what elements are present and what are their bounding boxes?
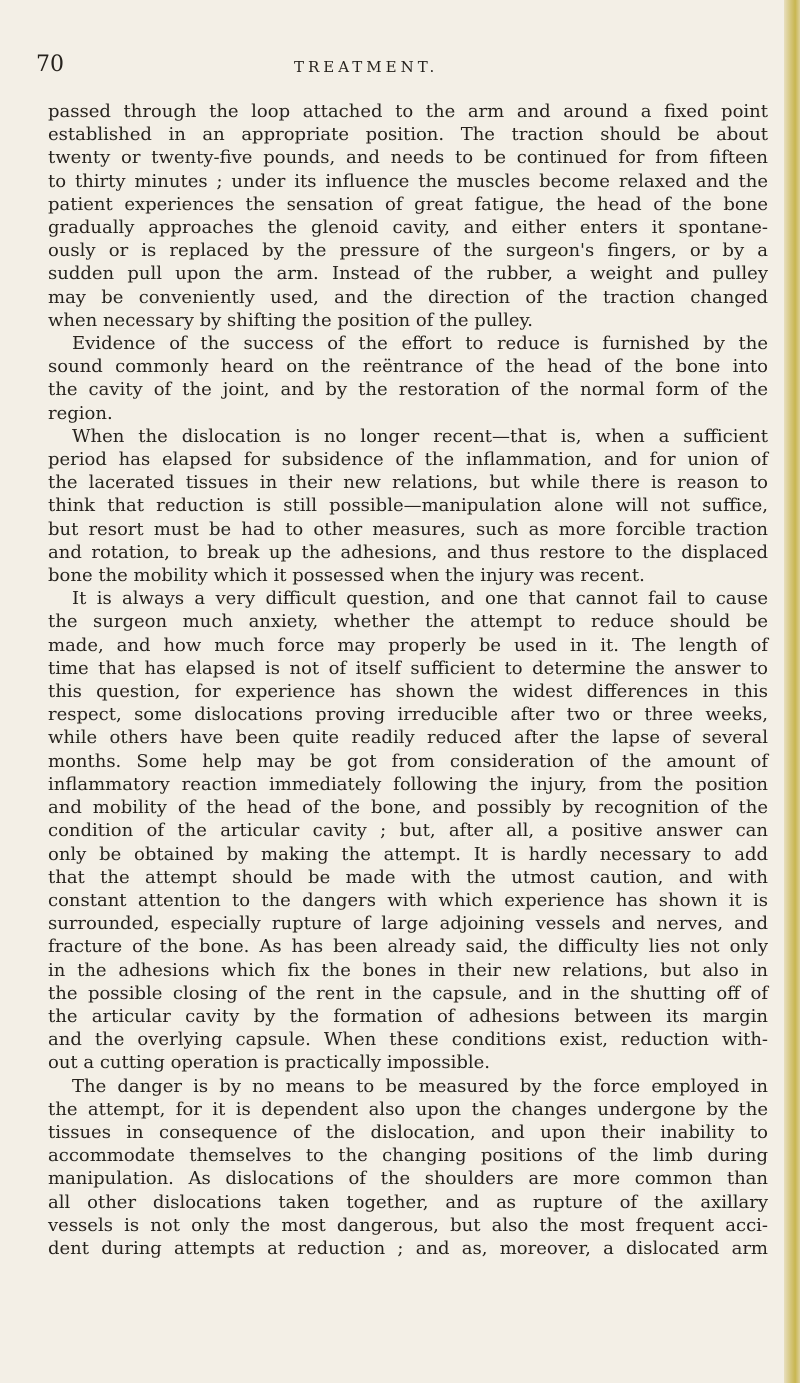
text-line: the surgeon much anxiety, whether the attempt to reduce should be	[48, 611, 768, 633]
text-line: established in an appropriate position. The traction should be about	[48, 124, 768, 146]
text-line: manipulation. As dislocations of the shoulders are more common than	[48, 1168, 768, 1190]
text-line: the articular cavity by the formation of adhesions between its margin	[48, 1005, 768, 1027]
text-line: bone the mobility which it possessed when the injury was recent.	[48, 565, 645, 587]
text-line: vessels is not only the most dangerous, but also the most frequent acci-	[48, 1214, 768, 1236]
text-line: when necessary by shifting the position of the pulley.	[48, 309, 534, 331]
text-line: Evidence of the success of the effort to reduce is furnished by the	[72, 333, 768, 355]
text-line: only be obtained by making the attempt. It is hardly necessary to add	[48, 843, 768, 865]
text-line: months. Some help may be got from consideration of the amount of	[48, 750, 768, 772]
text-line: and rotation, to break up the adhesions, and thus restore to the displaced	[48, 541, 768, 563]
page-edge	[784, 0, 800, 1383]
text-line: but resort must be had to other measures, such as more forcible traction	[48, 518, 768, 540]
text-line: all other dislocations taken together, and as rupture of the axillary	[48, 1191, 768, 1213]
text-line: ously or is replaced by the pressure of the surgeon's fingers, or by a	[48, 240, 768, 262]
text-line: region.	[48, 402, 113, 424]
page-number: 70	[36, 52, 64, 77]
text-line: The danger is by no means to be measured by the force employed in	[72, 1075, 768, 1097]
text-line: condition of the articular cavity ; but, after all, a positive answer can	[48, 820, 768, 842]
text-line: gradually approaches the glenoid cavity, and either enters it spontane-	[48, 217, 768, 239]
body-text	[48, 100, 768, 1260]
text-line: accommodate themselves to the changing positions of the limb during	[48, 1145, 768, 1167]
text-line: made, and how much force may properly be used in it. The length of	[48, 634, 768, 656]
text-line: sound commonly heard on the reëntrance of the head of the bone into	[48, 356, 768, 378]
text-line: in the adhesions which fix the bones in their new relations, but also in	[48, 959, 768, 981]
text-line: the cavity of the joint, and by the restoration of the normal form of the	[48, 379, 768, 401]
text-line: think that reduction is still possible—manipulation alone will not suffice,	[48, 495, 768, 517]
text-line: the possible closing of the rent in the capsule, and in the shutting off of	[48, 982, 768, 1004]
text-line: and mobility of the head of the bone, and possibly by recognition of the	[48, 797, 768, 819]
text-line: period has elapsed for subsidence of the inflammation, and for union of	[48, 449, 768, 471]
text-line: while others have been quite readily reduced after the lapse of several	[48, 727, 768, 749]
text-line: constant attention to the dangers with which experience has shown it is	[48, 889, 768, 911]
page-header	[36, 50, 766, 90]
text-line: passed through the loop attached to the arm and around a fixed point	[48, 101, 768, 122]
text-line: dent during attempts at reduction ; and as, moreover, a dislocated arm	[48, 1237, 768, 1259]
text-line: the attempt, for it is dependent also upon the changes undergone by the	[48, 1098, 768, 1120]
text-line: to thirty minutes ; under its influence the muscles become relaxed and the	[48, 170, 768, 192]
text-line: fracture of the bone. As has been already said, the difficulty lies not only	[48, 936, 768, 958]
text-line: respect, some dislocations proving irreducible after two or three weeks,	[48, 704, 768, 726]
text-line: out a cutting operation is practically impossible.	[48, 1052, 490, 1074]
text-line: When the dislocation is no longer recent—that is, when a sufficient	[72, 425, 768, 447]
text-line: tissues in consequence of the dislocation, and upon their inability to	[48, 1121, 768, 1143]
text-line: may be conveniently used, and the direction of the traction changed	[48, 286, 768, 308]
running-head: TREATMENT.	[294, 58, 439, 76]
text-line: the lacerated tissues in their new relations, but while there is reason to	[48, 472, 768, 494]
text-line: this question, for experience has shown the widest differences in this	[48, 681, 768, 703]
text-line: surrounded, especially rupture of large adjoining vessels and nerves, and	[48, 913, 768, 935]
text-line: sudden pull upon the arm. Instead of the rubber, a weight and pulley	[48, 263, 768, 285]
text-line: It is always a very difficult question, and one that cannot fail to cause	[72, 588, 768, 610]
text-line: patient experiences the sensation of great fatigue, the head of the bone	[48, 193, 768, 215]
text-line: that the attempt should be made with the utmost caution, and with	[48, 866, 768, 888]
text-line: inflammatory reaction immediately following the injury, from the position	[48, 773, 768, 795]
text-line: time that has elapsed is not of itself sufficient to determine the answer to	[48, 657, 768, 679]
text-line: twenty or twenty-five pounds, and needs to be continued for from fifteen	[48, 147, 768, 169]
text-line: and the overlying capsule. When these conditions exist, reduction with-	[48, 1029, 768, 1051]
